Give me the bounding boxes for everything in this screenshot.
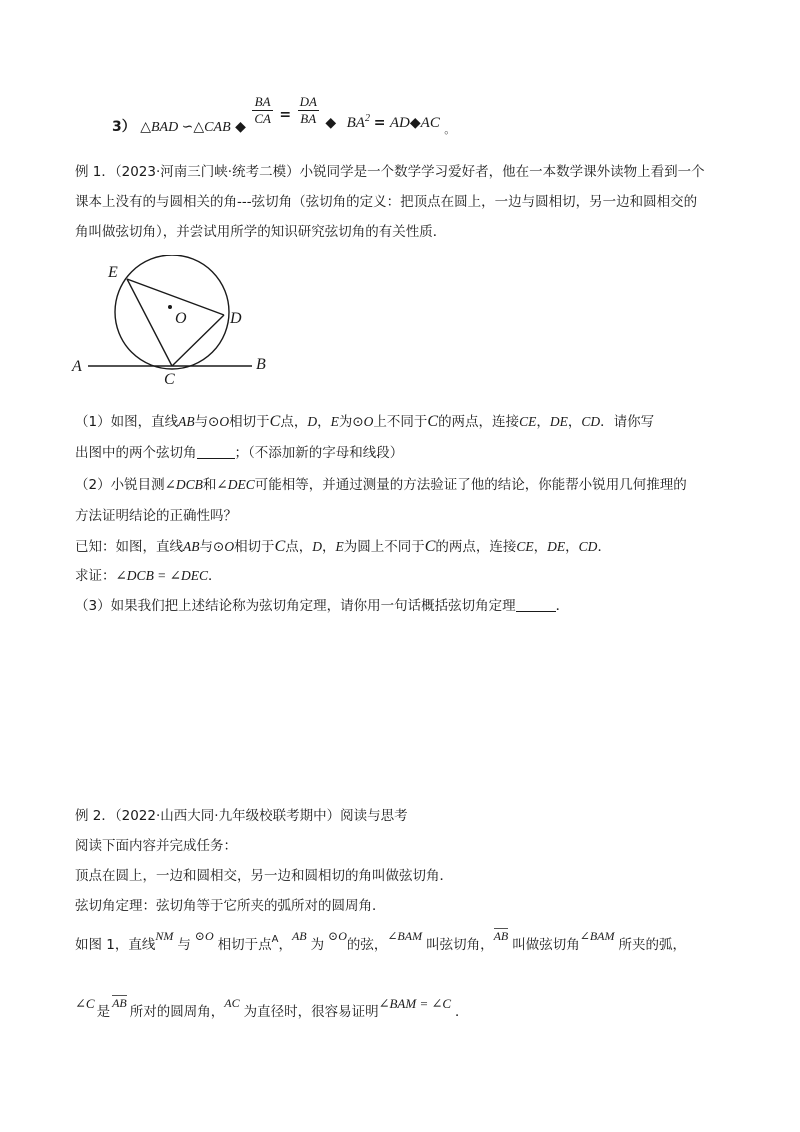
known-line: 已知：如图，直线AB与⊙O相切于C点，D，E为圆上不同于C的两点，连接CE，DE，CD． <box>75 538 611 555</box>
separator-glyph: ◆ <box>235 118 246 135</box>
ac-term: AC <box>420 114 440 131</box>
question-2-line-2: 方法证明结论的正确性吗？ <box>75 508 237 524</box>
question-1-line-1: （1）如图，直线AB与⊙O相切于C点，D，E为⊙O上不同于C的两点，连接CE，DE，CD．请你写 <box>75 413 655 430</box>
question-1-line-2: 出图中的两个弦切角 ；（不添加新的字母和线段） <box>75 445 404 461</box>
example-2-line-4: 弦切角定理：弦切角等于它所夹的弧所对的圆周角． <box>75 898 386 914</box>
separator-glyph: ◆ <box>409 114 421 131</box>
equals-sign: = <box>373 114 386 131</box>
example-1-line-1: 例 1．（2023·河南三门峡·统考二模）小锐同学是一个数学学习爱好者，他在一本数学课外读物上看到一个 <box>75 164 705 180</box>
label-b: B <box>256 356 266 373</box>
label-d: D <box>230 310 242 327</box>
fraction-da-ba: $\frac{DA}{BA}$ <box>299 94 317 126</box>
example-2-line-5: 如图 1，直线NM与⊙O相切于点$^A$，AB为⊙O的弦，∠BAM叫弦切角，AB叫做弦切角∠BAM所夹的弧， <box>75 929 686 953</box>
example-2-line-1: 例 2．（2022·山西大同·九年级校联考期中）阅读与思考 <box>75 808 408 824</box>
answer-blank-1[interactable] <box>197 444 235 459</box>
question-3-line: （3）如果我们把上述结论称为弦切角定理，请你用一句话概括弦切角定理 ． <box>75 598 570 614</box>
question-2-line-1: （2）小锐目测∠DCB和∠DEC可能相等，并通过测量的方法验证了他的结论，你能帮小锐用几何推理的 <box>75 477 687 493</box>
circle-o <box>115 255 229 369</box>
example-2-line-3: 顶点在圆上，一边和圆相交，另一边和圆相切的角叫做弦切角． <box>75 868 453 884</box>
equals-sign: = <box>279 106 292 123</box>
fraction-ba-ca: $\frac{BA}{CA}$ <box>254 94 271 126</box>
label-e: E <box>108 264 118 281</box>
example-2-line-6: ∠C是AB所对的圆周角，AC为直径时，很容易证明∠BAM = ∠C． <box>75 996 469 1020</box>
example-2-line-2: 阅读下面内容并完成任务： <box>75 838 237 854</box>
item-3-label: 3） <box>112 118 136 135</box>
item-3-formula <box>112 96 455 140</box>
period: 。 <box>444 122 456 136</box>
similar-triangles: △BAD ∽△CAB <box>140 119 231 135</box>
example-1-line-3: 角叫做弦切角），并尝试用所学的知识研究弦切角的有关性质． <box>75 224 447 240</box>
tangent-chord-figure <box>60 255 290 390</box>
prove-line: 求证：∠DCB = ∠DEC． <box>75 568 222 584</box>
example-1-line-2: 课本上没有的与圆相关的角---弦切角（弦切角的定义：把顶点在圆上，一边与圆相切，另一边和圆相交的 <box>75 194 698 210</box>
ba-squared: $BA^2$ <box>346 112 370 131</box>
label-a: A <box>72 358 82 375</box>
separator-glyph: ◆ <box>325 114 337 131</box>
segment-ce <box>127 279 172 366</box>
label-o: O <box>175 310 187 327</box>
ad-term: AD <box>389 114 410 131</box>
label-c: C <box>164 371 175 388</box>
center-dot <box>168 305 172 309</box>
answer-blank-3[interactable] <box>516 597 556 612</box>
